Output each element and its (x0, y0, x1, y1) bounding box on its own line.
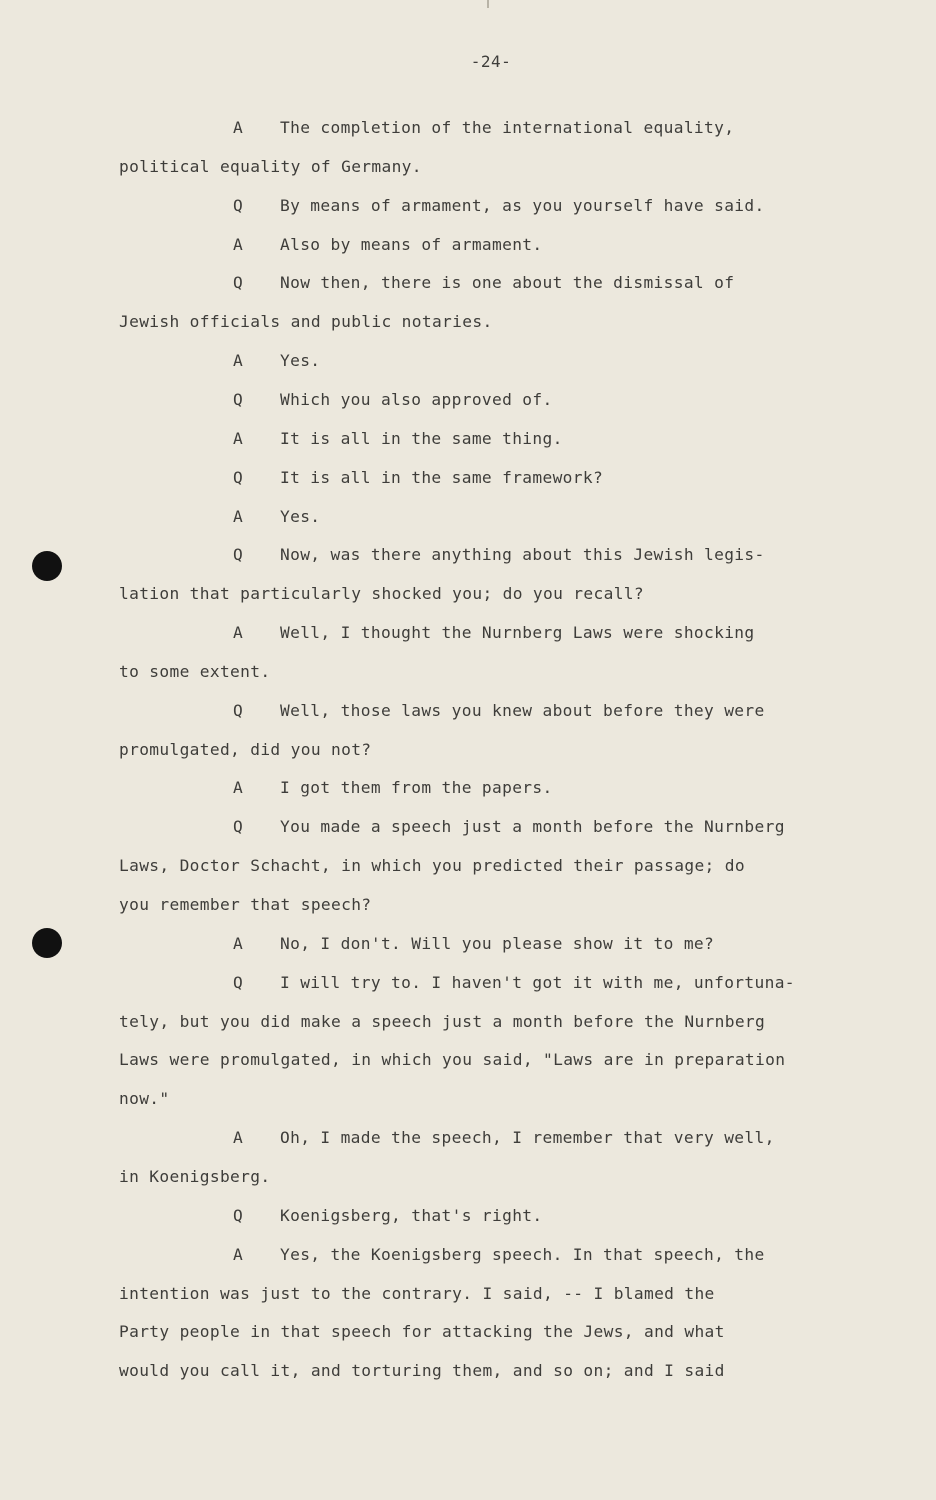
speaker-label: A (233, 933, 243, 953)
speaker-label: A (233, 351, 243, 371)
transcript-line-first: The completion of the international equality, (280, 118, 735, 137)
transcript-line-first: Koenigsberg, that's right. (280, 1205, 543, 1225)
transcript-line-continued: political equality of Germany. (119, 156, 422, 176)
transcript-line-first: Also by means of armament. (280, 234, 543, 254)
transcript-line-continued: intention was just to the contrary. I said, -- I blamed the (119, 1283, 715, 1303)
transcript-line-continued: lation that particularly shocked you; do you recall? (119, 584, 644, 604)
speaker-label: A (233, 623, 243, 643)
speaker-label: Q (233, 700, 243, 720)
speaker-label: Q (233, 1205, 243, 1225)
transcript-line-first: Well, I thought the Nurnberg Laws were shocking (280, 623, 755, 643)
transcript-line-continued: to some extent. (119, 661, 271, 681)
transcript-line-first: No, I don't. Will you please show it to me? (280, 933, 715, 953)
page-number: -24- (470, 52, 512, 71)
transcript-line-continued: Laws, Doctor Schacht, in which you predicted their passage; do (119, 856, 745, 876)
fold-mark (487, 0, 489, 8)
transcript-line-continued: tely, but you did make a speech just a month before the Nurnberg (119, 1011, 766, 1031)
speaker-label: Q (233, 817, 243, 837)
transcript-line-continued: in Koenigsberg. (119, 1166, 271, 1186)
transcript-line-continued: you remember that speech? (119, 895, 372, 914)
transcript-line-continued: promulgated, did you not? (119, 739, 372, 759)
transcript-line-first: Well, those laws you knew about before they were (280, 700, 765, 720)
speaker-label: Q (233, 545, 243, 565)
transcript-line-continued: Jewish officials and public notaries. (119, 312, 493, 332)
speaker-label: Q (233, 273, 243, 293)
transcript-line-first: It is all in the same thing. (280, 428, 563, 448)
speaker-label: A (233, 118, 243, 137)
transcript-line-continued: would you call it, and torturing them, and so on; and I said (119, 1361, 725, 1381)
speaker-label: A (233, 234, 243, 254)
transcript-line-first: It is all in the same framework? (280, 467, 604, 487)
punch-hole-top (32, 551, 62, 581)
speaker-label: Q (233, 467, 243, 487)
transcript-line-first: By means of armament, as you yourself have said. (280, 195, 765, 215)
transcript-line-first: Now then, there is one about the dismissal of (280, 273, 735, 293)
transcript-line-first: Yes. (280, 506, 321, 526)
transcript-line-first: You made a speech just a month before the Nurnberg (280, 817, 785, 837)
transcript-line-continued: now." (119, 1089, 170, 1109)
speaker-label: Q (233, 389, 243, 409)
transcript-line-continued: Laws were promulgated, in which you said, "Laws are in preparation (119, 1050, 786, 1070)
speaker-label: Q (233, 972, 243, 992)
speaker-label: Q (233, 195, 243, 215)
speaker-label: A (233, 1244, 243, 1264)
transcript-line-first: Yes, the Koenigsberg speech. In that speech, the (280, 1244, 765, 1264)
transcript-line-continued: Party people in that speech for attacking the Jews, and what (119, 1322, 725, 1342)
speaker-label: A (233, 428, 243, 448)
transcript-line-first: Now, was there anything about this Jewish legis- (280, 545, 765, 565)
speaker-label: A (233, 778, 243, 798)
transcript-line-first: I got them from the papers. (280, 778, 553, 798)
speaker-label: A (233, 506, 243, 526)
punch-hole-bottom (32, 928, 62, 958)
transcript-line-first: I will try to. I haven't got it with me, unfortuna- (280, 972, 795, 992)
speaker-label: A (233, 1128, 243, 1148)
transcript-line-first: Oh, I made the speech, I remember that very well, (280, 1128, 775, 1148)
transcript-line-first: Yes. (280, 351, 321, 371)
transcript-line-first: Which you also approved of. (280, 389, 553, 409)
